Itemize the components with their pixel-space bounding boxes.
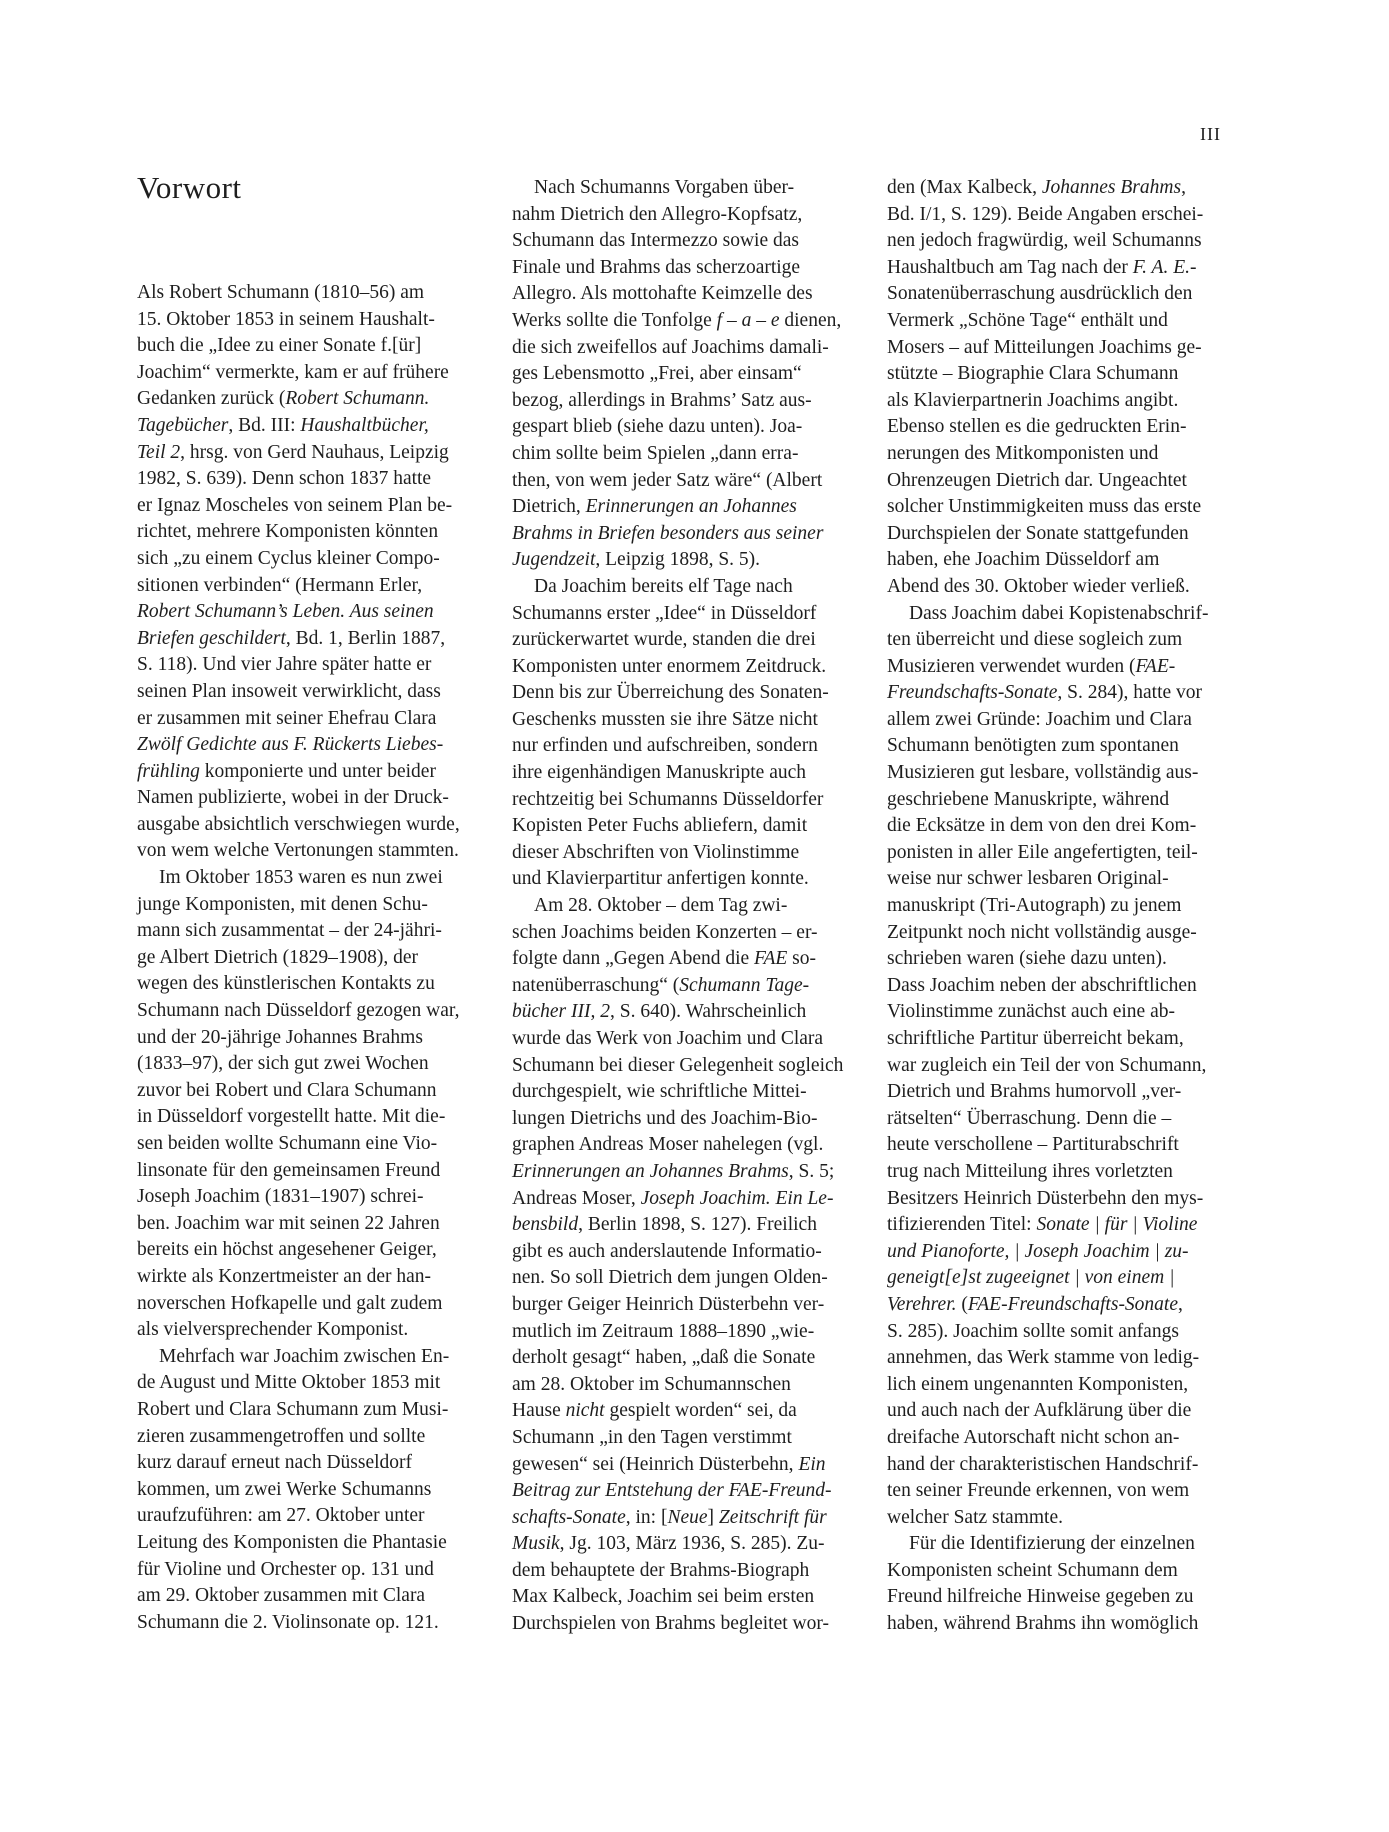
text-segment: -: [1189, 256, 1197, 278]
text-segment: ges Lebensmotto „Frei, aber einsam“: [512, 363, 802, 385]
text-segment: und Klavierpartitur anfertigen konnte.: [512, 868, 809, 890]
paragraph: [512, 175, 852, 574]
text-segment: mann sich zusammentat – der 24-jähri-: [137, 920, 442, 942]
text-segment: nahm Dietrich den Allegro-Kopfsatz,: [512, 203, 803, 225]
text-segment: Für die Identifizierung der einzelnen: [909, 1533, 1195, 1555]
italic-text: Zwölf Gedichte aus F. Rückerts Liebes-: [137, 734, 444, 756]
italic-text: Musik: [512, 1533, 560, 1555]
italic-text: FAE: [754, 948, 788, 970]
text-segment: ge Albert Dietrich (1829–1908), der: [137, 946, 419, 968]
italic-text: Verehrer.: [887, 1293, 957, 1315]
text-segment: Hause: [512, 1400, 566, 1422]
text-segment: Durchspielen der Sonate stattgefunden: [887, 522, 1189, 544]
text-segment: die sich zweifellos auf Joachims damali-: [512, 336, 829, 358]
text-segment: den (Max Kalbeck,: [887, 177, 1042, 198]
text-segment: lich einem ungenannten Komponisten,: [887, 1373, 1189, 1395]
text-segment: Ohrenzeugen Dietrich dar. Ungeachtet: [887, 469, 1187, 491]
text-segment: , hrsg. von Gerd Nauhaus, Leipzig: [180, 441, 449, 463]
text-segment: am 28. Oktober im Schumannschen: [512, 1373, 791, 1395]
text-segment: gibt es auch anderslautende Informatio-: [512, 1240, 822, 1262]
text-segment: schen Joachims beiden Konzerten – er-: [512, 921, 818, 943]
text-segment: Schumanns erster „Idee“ in Düsseldorf: [512, 602, 817, 624]
text-segment: Vermerk „Schöne Tage“ enthält und: [887, 309, 1168, 331]
text-segment: noverschen Hofkapelle und galt zudem: [137, 1292, 443, 1314]
text-segment: Dass Joachim dabei Kopistenabschrif-: [909, 602, 1209, 624]
text-segment: Schumann „in den Tagen verstimmt: [512, 1426, 792, 1448]
text-segment: de August und Mitte Oktober 1853 mit: [137, 1372, 441, 1394]
italic-text: Sonate | für | Violine: [1036, 1214, 1198, 1236]
paragraph: [137, 865, 477, 1344]
italic-text: und Pianoforte, | Joseph Joachim | zu-: [887, 1240, 1189, 1262]
text-segment: ausgabe absichtlich verschwiegen wurde,: [137, 813, 460, 835]
text-segment: wurde das Werk von Joachim und Clara: [512, 1028, 824, 1049]
text-segment: Joseph Joachim (1831–1907) schrei-: [137, 1186, 424, 1208]
text-segment: Besitzers Heinrich Düsterbehn den mys-: [887, 1187, 1204, 1209]
paragraph: [512, 574, 852, 893]
italic-text: schafts-Sonate: [512, 1506, 626, 1528]
text-segment: Musizieren verwendet wurden (: [887, 655, 1136, 677]
text-column-1: [137, 280, 477, 1636]
text-segment: Als Robert Schumann (1810–56) am: [137, 282, 425, 303]
text-segment: dem behauptete der Brahms-Biograph: [512, 1559, 810, 1581]
text-segment: geschriebene Manuskripte, während: [887, 788, 1170, 810]
text-segment: die Ecksätze in dem von den drei Kom-: [887, 815, 1197, 837]
text-segment: 1982, S. 639). Denn schon 1837 hatte: [137, 468, 432, 490]
text-segment: welcher Satz stammte.: [887, 1506, 1063, 1528]
italic-text: Neue: [667, 1506, 708, 1528]
italic-text: Freundschafts-Sonate: [887, 682, 1058, 704]
text-segment: Nach Schumanns Vorgaben über-: [534, 177, 795, 198]
text-segment: Schumann bei dieser Gelegenheit sogleich: [512, 1054, 844, 1076]
text-segment: er zusammen mit seiner Ehefrau Clara: [137, 707, 437, 729]
text-segment: als Klavierpartnerin Joachims angibt.: [887, 389, 1179, 411]
text-segment: Max Kalbeck, Joachim sei beim ersten: [512, 1586, 815, 1608]
text-segment: so-: [787, 948, 816, 970]
text-segment: rechtzeitig bei Schumanns Düsseldorfer: [512, 788, 824, 810]
text-segment: er Ignaz Moscheles von seinem Plan be-: [137, 494, 453, 516]
text-segment: Violinstimme zunächst auch eine ab-: [887, 1001, 1175, 1023]
text-segment: kommen, um zwei Werke Schumanns: [137, 1478, 432, 1500]
paragraph: [137, 1344, 477, 1637]
text-segment: Leitung des Komponisten die Phantasie: [137, 1531, 447, 1553]
text-segment: , Jg. 103, März 1936, S. 285). Zu-: [559, 1533, 825, 1555]
text-segment: durchgespielt, wie schriftliche Mittei-: [512, 1081, 807, 1103]
text-segment: ]: [707, 1506, 719, 1528]
page-number: III: [1200, 124, 1221, 144]
italic-text: Robert Schumann.: [285, 388, 430, 410]
text-segment: schrieben waren (siehe dazu unten).: [887, 948, 1167, 970]
text-segment: graphen Andreas Moser nahelegen (vgl.: [512, 1134, 824, 1156]
text-segment: Komponisten scheint Schumann dem: [887, 1559, 1178, 1581]
italic-text: Teil 2: [137, 441, 181, 463]
text-segment: annehmen, das Werk stamme von ledig-: [887, 1347, 1200, 1369]
italic-text: bücher III, 2: [512, 1001, 611, 1023]
text-segment: Mehrfach war Joachim zwischen En-: [159, 1345, 450, 1367]
paragraph: [887, 175, 1227, 601]
text-segment: nur erfinden und aufschreiben, sondern: [512, 735, 818, 757]
text-segment: S. 118). Und vier Jahre später hatte er: [137, 654, 432, 676]
italic-text: Joseph Joachim. Ein Le-: [640, 1187, 834, 1209]
text-segment: , S. 640). Wahrscheinlich: [610, 1001, 807, 1023]
text-segment: zurückerwartet wurde, standen die drei: [512, 629, 816, 651]
text-segment: hand der charakteristischen Handschrif-: [887, 1453, 1199, 1475]
text-segment: sich „zu einem Cyclus kleiner Compo-: [137, 547, 440, 569]
text-segment: ihre eigenhändigen Manuskripte auch: [512, 762, 807, 784]
text-column-2: [512, 175, 852, 1638]
text-segment: Ebenso stellen es die gedruckten Erin-: [887, 416, 1187, 438]
text-segment: Allegro. Als mottohafte Keimzelle des: [512, 283, 813, 305]
text-segment: Mosers – auf Mitteilungen Joachims ge-: [887, 336, 1202, 358]
text-segment: und auch nach der Aufklärung über die: [887, 1400, 1192, 1422]
text-segment: dienen,: [779, 309, 842, 331]
italic-text: bensbild: [512, 1214, 579, 1236]
text-segment: Schumann benötigten zum spontanen: [887, 735, 1179, 757]
text-column-3: [887, 175, 1227, 1638]
text-segment: burger Geiger Heinrich Düsterbehn ver-: [512, 1293, 825, 1315]
text-segment: seinen Plan insoweit verwirklicht, dass: [137, 680, 441, 702]
text-segment: 15. Oktober 1853 in seinem Haushalt-: [137, 308, 435, 330]
text-segment: Komponisten unter enormem Zeitdruck.: [512, 655, 827, 677]
text-segment: stützte – Biographie Clara Schumann: [887, 363, 1179, 385]
italic-text: Haushaltbücher,: [300, 414, 429, 436]
text-segment: ponisten in aller Eile angefertigten, teil-: [887, 841, 1198, 863]
text-segment: trug nach Mitteilung ihres vorletzten: [887, 1160, 1173, 1182]
text-segment: then, von wem jeder Satz wäre“ (Albert: [512, 469, 823, 491]
text-segment: als vielversprechender Komponist.: [137, 1319, 409, 1341]
paragraph: [512, 893, 852, 1638]
text-segment: Haushaltbuch am Tag nach der: [887, 256, 1133, 278]
text-segment: kurz darauf erneut nach Düsseldorf: [137, 1452, 413, 1474]
text-segment: ,: [1181, 177, 1186, 198]
text-segment: von wem welche Vertonungen stammten.: [137, 840, 459, 862]
text-segment: Zeitpunkt noch nicht vollständig ausge-: [887, 921, 1197, 943]
text-segment: wegen des künstlerischen Kontakts zu: [137, 973, 435, 995]
text-segment: derholt gesagt“ haben, „daß die Sonate: [512, 1347, 816, 1369]
italic-text: Ein: [798, 1453, 826, 1475]
italic-text: geneigt[e]st zugeeignet | von einem |: [887, 1267, 1175, 1289]
text-segment: haben, ehe Joachim Düsseldorf am: [887, 549, 1160, 571]
text-segment: linsonate für den gemeinsamen Freund: [137, 1159, 441, 1181]
text-segment: nen. So soll Dietrich dem jungen Olden-: [512, 1267, 828, 1289]
text-segment: , Bd. 1, Berlin 1887,: [285, 627, 446, 649]
italic-text: nicht: [565, 1400, 605, 1422]
text-segment: Im Oktober 1853 waren es nun zwei: [159, 867, 443, 889]
text-segment: tifizierenden Titel:: [887, 1214, 1037, 1236]
italic-text: FAE-Freundschafts-Sonate: [967, 1293, 1179, 1315]
text-segment: wirkte als Konzertmeister an der han-: [137, 1265, 432, 1287]
text-segment: dieser Abschriften von Violinstimme: [512, 841, 800, 863]
text-segment: (1833–97), der sich gut zwei Wochen: [137, 1053, 429, 1075]
italic-text: Erinnerungen an Johannes: [585, 496, 797, 518]
text-segment: Da Joachim bereits elf Tage nach: [534, 575, 793, 597]
text-segment: sitionen verbinden“ (Hermann Erler,: [137, 574, 423, 596]
text-segment: weise nur schwer lesbaren Original-: [887, 868, 1169, 890]
paragraph: [137, 280, 477, 865]
text-segment: Gedanken zurück (: [137, 388, 286, 410]
text-segment: Durchspielen von Brahms begleitet wor-: [512, 1613, 829, 1635]
text-segment: , Bd. III:: [228, 414, 301, 436]
italic-text: F. A. E.: [1132, 256, 1190, 278]
text-segment: rätselten“ Überraschung. Denn die –: [887, 1107, 1172, 1129]
text-segment: zieren zusammengetroffen und sollte: [137, 1425, 426, 1447]
text-segment: Am 28. Oktober – dem Tag zwi-: [534, 895, 788, 917]
text-segment: Dietrich und Brahms humorvoll „ver-: [887, 1081, 1182, 1103]
text-segment: Schumann das Intermezzo sowie das: [512, 230, 799, 252]
text-segment: am 29. Oktober zusammen mit Clara: [137, 1585, 426, 1607]
text-segment: Geschenks mussten sie ihre Sätze nicht: [512, 708, 818, 730]
text-segment: zuvor bei Robert und Clara Schumann: [137, 1079, 437, 1101]
text-segment: komponierte und unter beider: [199, 760, 436, 782]
text-segment: haben, während Brahms ihn womöglich: [887, 1613, 1199, 1635]
paragraph: [887, 1531, 1227, 1637]
text-segment: ben. Joachim war mit seinen 22 Jahren: [137, 1212, 440, 1234]
text-segment: mutlich im Zeitraum 1888–1890 „wie-: [512, 1320, 815, 1342]
text-segment: Schumann die 2. Violinsonate op. 121.: [137, 1611, 439, 1633]
italic-text: Zeitschrift für: [718, 1506, 827, 1528]
text-segment: Bd. I/1, S. 129). Beide Angaben erschei-: [887, 203, 1204, 225]
text-segment: manuskript (Tri-Autograph) zu jenem: [887, 895, 1182, 917]
text-segment: Kopisten Peter Fuchs abliefern, damit: [512, 815, 808, 837]
text-segment: , S. 5;: [788, 1160, 835, 1182]
text-segment: Abend des 30. Oktober wieder verließ.: [887, 575, 1190, 597]
text-segment: Schumann nach Düsseldorf gezogen war,: [137, 1000, 460, 1022]
italic-text: Robert Schumann’s Leben. Aus seinen: [137, 601, 434, 623]
text-segment: bezog, allerdings in Brahms’ Satz aus-: [512, 389, 812, 411]
text-segment: heute verschollene – Partiturabschrift: [887, 1134, 1179, 1156]
text-segment: buch die „Idee zu einer Sonate f.[ür]: [137, 335, 422, 357]
text-segment: solcher Unstimmigkeiten muss das erste: [887, 496, 1202, 518]
text-segment: S. 285). Joachim sollte somit anfangs: [887, 1320, 1179, 1342]
text-segment: gewesen“ sei (Heinrich Düsterbehn,: [512, 1453, 799, 1475]
italic-text: frühling: [137, 760, 200, 782]
text-segment: Werks sollte die Tonfolge: [512, 309, 717, 331]
text-segment: Sonatenüberraschung ausdrücklich den: [887, 283, 1193, 305]
italic-text: FAE-: [1135, 655, 1176, 677]
italic-text: f – a – e: [716, 309, 780, 331]
text-segment: , Leipzig 1898, S. 5).: [595, 549, 761, 571]
text-segment: (: [956, 1293, 968, 1315]
italic-text: Jugendzeit: [512, 549, 596, 571]
section-heading: Vorwort: [137, 170, 242, 205]
text-segment: Finale und Brahms das scherzoartige: [512, 256, 801, 278]
text-segment: Dietrich,: [512, 496, 586, 518]
text-segment: bereits ein höchst angesehener Geiger,: [137, 1239, 437, 1261]
italic-text: Schumann Tage-: [679, 974, 810, 996]
text-segment: schriftliche Partitur überreicht bekam,: [887, 1028, 1184, 1049]
text-segment: allem zwei Gründe: Joachim und Clara: [887, 708, 1192, 730]
text-segment: gespart blieb (siehe dazu unten). Joa-: [512, 416, 803, 438]
italic-text: Tagebücher: [137, 414, 229, 436]
text-segment: Joachim“ vermerkte, kam er auf frühere: [137, 361, 449, 383]
text-segment: ten seiner Freunde erkennen, von wem: [887, 1480, 1190, 1502]
italic-text: Johannes Brahms: [1041, 177, 1182, 198]
text-segment: Robert und Clara Schumann zum Musi-: [137, 1398, 449, 1420]
text-segment: ,: [1178, 1293, 1183, 1315]
text-segment: dreifache Autorschaft nicht schon an-: [887, 1426, 1180, 1448]
text-segment: sen beiden wollte Schumann eine Vio-: [137, 1133, 438, 1154]
text-segment: uraufzuführen: am 27. Oktober unter: [137, 1505, 425, 1527]
text-segment: natenüberraschung“ (: [512, 974, 680, 996]
text-segment: Musizieren gut lesbare, vollständig aus-: [887, 762, 1199, 784]
text-segment: gespielt worden“ sei, da: [604, 1400, 797, 1422]
italic-text: Beitrag zur Entstehung der FAE-Freund-: [512, 1480, 832, 1502]
text-segment: nerungen des Mitkomponisten und: [887, 442, 1159, 464]
italic-text: Briefen geschildert: [137, 627, 286, 649]
text-segment: , in: [: [625, 1506, 668, 1528]
text-segment: chim sollte beim Spielen „dann erra-: [512, 442, 799, 464]
italic-text: Erinnerungen an Johannes Brahms: [512, 1160, 789, 1182]
text-segment: Freund hilfreiche Hinweise gegeben zu: [887, 1586, 1194, 1608]
text-segment: nen jedoch fragwürdig, weil Schumanns: [887, 230, 1202, 252]
text-segment: in Düsseldorf vorgestellt hatte. Mit die-: [137, 1106, 446, 1128]
text-segment: für Violine und Orchester op. 131 und: [137, 1558, 434, 1580]
text-segment: Namen publizierte, wobei in der Druck-: [137, 787, 449, 809]
text-segment: und der 20-jährige Johannes Brahms: [137, 1026, 423, 1048]
text-segment: , Berlin 1898, S. 127). Freilich: [578, 1214, 817, 1236]
text-segment: , S. 284), hatte vor: [1057, 682, 1203, 704]
text-segment: war zugleich ein Teil der von Schumann,: [887, 1054, 1207, 1076]
italic-text: Brahms in Briefen besonders aus seiner: [512, 522, 824, 544]
text-segment: ten überreicht und diese sogleich zum: [887, 629, 1183, 651]
text-segment: lungen Dietrichs und des Joachim-Bio-: [512, 1107, 818, 1129]
text-segment: Andreas Moser,: [512, 1187, 641, 1209]
text-segment: Denn bis zur Überreichung des Sonaten-: [512, 682, 829, 704]
text-segment: richtet, mehrere Komponisten könnten: [137, 521, 439, 543]
text-segment: Dass Joachim neben der abschriftlichen: [887, 974, 1197, 996]
text-segment: junge Komponisten, mit denen Schu-: [137, 893, 428, 915]
paragraph: [887, 601, 1227, 1532]
text-segment: folgte dann „Gegen Abend die: [512, 948, 755, 970]
